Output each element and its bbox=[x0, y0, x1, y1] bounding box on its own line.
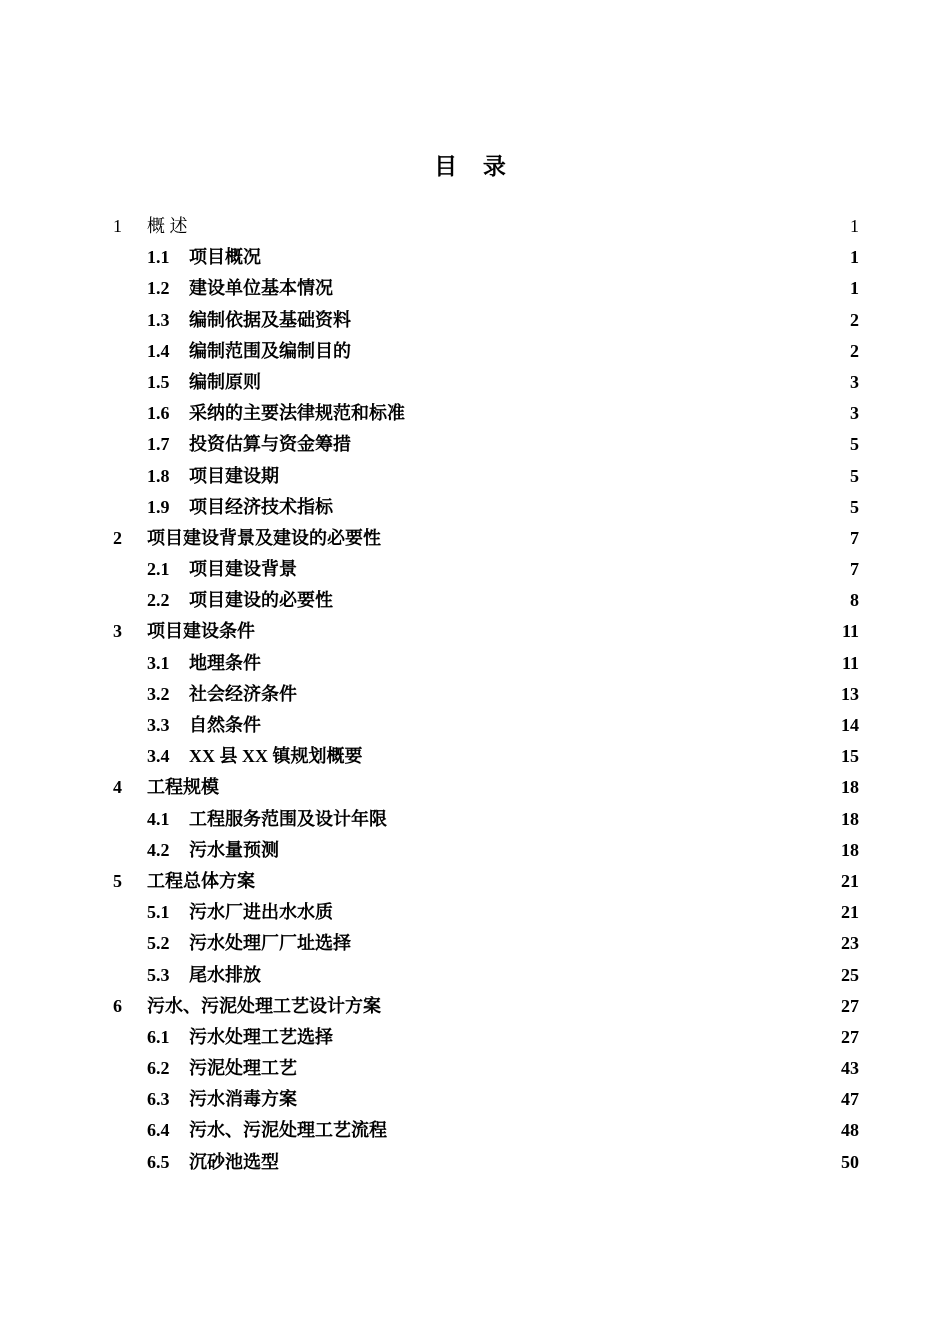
toc-entry[interactable] bbox=[0, 1084, 950, 1115]
toc-entry-page-number: 18 bbox=[841, 777, 859, 798]
toc-entry-number: 3.3 bbox=[147, 715, 170, 735]
toc-entry[interactable] bbox=[0, 835, 950, 866]
toc-entry[interactable] bbox=[0, 305, 950, 336]
toc-entry-title: 编制原则 bbox=[189, 371, 261, 392]
toc-entry-number: 1.4 bbox=[147, 340, 170, 361]
toc-entry-number: 1.7 bbox=[147, 434, 170, 455]
toc-entry-number: 5.1 bbox=[147, 902, 170, 923]
toc-entry[interactable] bbox=[0, 1022, 950, 1053]
toc-entry-page-number: 27 bbox=[841, 995, 859, 1016]
toc-entry-number: 3.4 bbox=[147, 746, 170, 767]
toc-entry-number: 1 bbox=[113, 216, 122, 236]
toc-entry-title: 项目经济技术指标 bbox=[189, 496, 333, 517]
toc-entry-title: 项目概况 bbox=[189, 247, 261, 268]
toc-entry-page-number: 47 bbox=[841, 1089, 859, 1110]
toc-entry-title: 污泥处理工艺 bbox=[189, 1058, 297, 1079]
toc-entry[interactable] bbox=[0, 679, 950, 710]
toc-entry-page-number: 1 bbox=[850, 247, 859, 268]
toc-entry[interactable] bbox=[0, 1147, 950, 1178]
toc-entry-page-number: 14 bbox=[841, 715, 859, 735]
toc-entry[interactable] bbox=[0, 336, 950, 367]
toc-entry[interactable] bbox=[0, 211, 950, 242]
toc-entry-number: 1.3 bbox=[147, 309, 170, 330]
toc-entry-number: 3.2 bbox=[147, 683, 170, 704]
toc-entry-number: 2 bbox=[113, 527, 122, 548]
toc-entry-title: 污水处理厂厂址选择 bbox=[189, 933, 351, 954]
toc-entry-page-number: 5 bbox=[850, 434, 859, 455]
toc-entry-title: 沉砂池选型 bbox=[189, 1151, 279, 1172]
toc-entry-title: 污水消毒方案 bbox=[189, 1089, 297, 1110]
toc-entry[interactable] bbox=[0, 866, 950, 897]
toc-entry[interactable] bbox=[0, 1115, 950, 1146]
toc-entry-page-number: 43 bbox=[841, 1058, 859, 1079]
toc-entry[interactable] bbox=[0, 242, 950, 273]
toc-entry-number: 6 bbox=[113, 995, 122, 1016]
toc-entry-page-number: 15 bbox=[841, 746, 859, 767]
toc-entry-title: 项目建设期 bbox=[189, 465, 279, 486]
toc-entry[interactable] bbox=[0, 897, 950, 928]
toc-entry-title: 项目建设背景及建设的必要性 bbox=[147, 527, 381, 548]
toc-entry-number: 4 bbox=[113, 777, 122, 798]
table-of-contents bbox=[0, 211, 950, 1178]
toc-entry-title: 编制范围及编制目的 bbox=[189, 340, 351, 361]
toc-entry[interactable] bbox=[0, 804, 950, 835]
toc-entry[interactable] bbox=[0, 1053, 950, 1084]
toc-entry[interactable] bbox=[0, 273, 950, 304]
toc-entry[interactable] bbox=[0, 616, 950, 647]
toc-entry-page-number: 2 bbox=[850, 309, 859, 330]
toc-entry-page-number: 21 bbox=[841, 902, 859, 923]
toc-entry-number: 1.6 bbox=[147, 403, 170, 424]
toc-entry-title: 采纳的主要法律规范和标准 bbox=[189, 403, 405, 424]
toc-entry-page-number: 8 bbox=[850, 590, 859, 611]
toc-entry-page-number: 18 bbox=[841, 808, 859, 829]
toc-entry-number: 5 bbox=[113, 870, 122, 891]
toc-entry-title: 地理条件 bbox=[189, 652, 261, 673]
toc-entry-title: 工程规模 bbox=[147, 777, 219, 798]
toc-entry-number: 3 bbox=[113, 621, 122, 642]
toc-entry-title: 污水厂进出水水质 bbox=[189, 902, 333, 923]
toc-entry-title: 项目建设的必要性 bbox=[189, 590, 333, 611]
toc-entry-title: 投资估算与资金筹措 bbox=[189, 434, 351, 455]
toc-entry-page-number: 48 bbox=[841, 1120, 859, 1141]
toc-entry-page-number: 5 bbox=[850, 465, 859, 486]
toc-entry-page-number: 11 bbox=[841, 652, 859, 673]
toc-entry[interactable] bbox=[0, 928, 950, 959]
toc-entry-number: 5.2 bbox=[147, 933, 170, 954]
toc-entry[interactable] bbox=[0, 991, 950, 1022]
toc-entry-title: 概 述 bbox=[147, 216, 188, 236]
toc-entry-page-number: 25 bbox=[841, 964, 859, 985]
toc-entry-number: 1.9 bbox=[147, 496, 170, 517]
toc-entry[interactable] bbox=[0, 523, 950, 554]
toc-entry[interactable] bbox=[0, 492, 950, 523]
toc-entry[interactable] bbox=[0, 367, 950, 398]
toc-entry-title: 污水、污泥处理工艺流程 bbox=[189, 1120, 387, 1141]
toc-entry-number: 1.2 bbox=[147, 278, 170, 299]
toc-entry[interactable] bbox=[0, 585, 950, 616]
toc-entry[interactable] bbox=[0, 648, 950, 679]
toc-entry-page-number: 3 bbox=[850, 371, 859, 392]
toc-entry-page-number: 7 bbox=[850, 527, 859, 548]
toc-entry-title: 尾水排放 bbox=[189, 964, 261, 985]
toc-entry-page-number: 1 bbox=[850, 278, 859, 299]
toc-entry-title: 污水、污泥处理工艺设计方案 bbox=[147, 995, 381, 1016]
toc-entry[interactable] bbox=[0, 461, 950, 492]
toc-entry-page-number: 23 bbox=[841, 933, 859, 954]
toc-entry-number: 1.5 bbox=[147, 371, 170, 392]
page-title: 目 录 bbox=[434, 154, 516, 179]
toc-entry-title: 污水量预测 bbox=[189, 839, 279, 860]
toc-entry[interactable] bbox=[0, 741, 950, 772]
toc-entry[interactable] bbox=[0, 960, 950, 991]
toc-entry-number: 6.3 bbox=[147, 1089, 170, 1110]
toc-entry[interactable] bbox=[0, 554, 950, 585]
toc-entry-title: 建设单位基本情况 bbox=[189, 278, 333, 299]
toc-entry-page-number: 21 bbox=[841, 870, 859, 891]
toc-entry-title: 编制依据及基础资料 bbox=[189, 309, 351, 330]
toc-entry[interactable] bbox=[0, 429, 950, 460]
toc-entry-page-number: 50 bbox=[841, 1151, 859, 1172]
toc-entry[interactable] bbox=[0, 772, 950, 803]
toc-entry-page-number: 11 bbox=[841, 621, 859, 642]
toc-entry-number: 6.5 bbox=[147, 1151, 170, 1172]
toc-entry-title: 社会经济条件 bbox=[189, 683, 297, 704]
toc-entry-title: 污水处理工艺选择 bbox=[189, 1026, 333, 1047]
toc-entry-page-number: 3 bbox=[850, 403, 859, 424]
toc-entry[interactable] bbox=[0, 398, 950, 429]
toc-entry-page-number: 5 bbox=[850, 496, 859, 517]
toc-entry-title: 项目建设条件 bbox=[147, 621, 255, 642]
toc-entry-number: 4.2 bbox=[147, 839, 170, 860]
toc-entry-number: 1.8 bbox=[147, 465, 170, 486]
toc-entry-page-number: 7 bbox=[850, 559, 859, 580]
toc-entry-number: 3.1 bbox=[147, 652, 170, 673]
toc-entry-number: 5.3 bbox=[147, 964, 170, 985]
toc-entry-title: 工程总体方案 bbox=[147, 870, 255, 891]
toc-entry-title: 工程服务范围及设计年限 bbox=[189, 808, 387, 829]
toc-entry-page-number: 18 bbox=[841, 839, 859, 860]
toc-entry-number: 2.1 bbox=[147, 559, 170, 580]
toc-entry-number: 1.1 bbox=[147, 247, 170, 268]
toc-entry-title: XX 县 XX 镇规划概要 bbox=[189, 746, 363, 767]
toc-entry-page-number: 13 bbox=[841, 683, 859, 704]
toc-entry-title: 自然条件 bbox=[189, 715, 261, 735]
toc-entry-number: 6.1 bbox=[147, 1026, 170, 1047]
toc-entry-page-number: 27 bbox=[841, 1026, 859, 1047]
toc-entry[interactable] bbox=[0, 710, 950, 741]
toc-entry-number: 2.2 bbox=[147, 590, 170, 611]
toc-entry-number: 4.1 bbox=[147, 808, 170, 829]
toc-entry-page-number: 1 bbox=[850, 216, 859, 236]
toc-entry-page-number: 2 bbox=[850, 340, 859, 361]
toc-entry-number: 6.2 bbox=[147, 1058, 170, 1079]
toc-entry-title: 项目建设背景 bbox=[189, 559, 297, 580]
toc-entry-number: 6.4 bbox=[147, 1120, 170, 1141]
